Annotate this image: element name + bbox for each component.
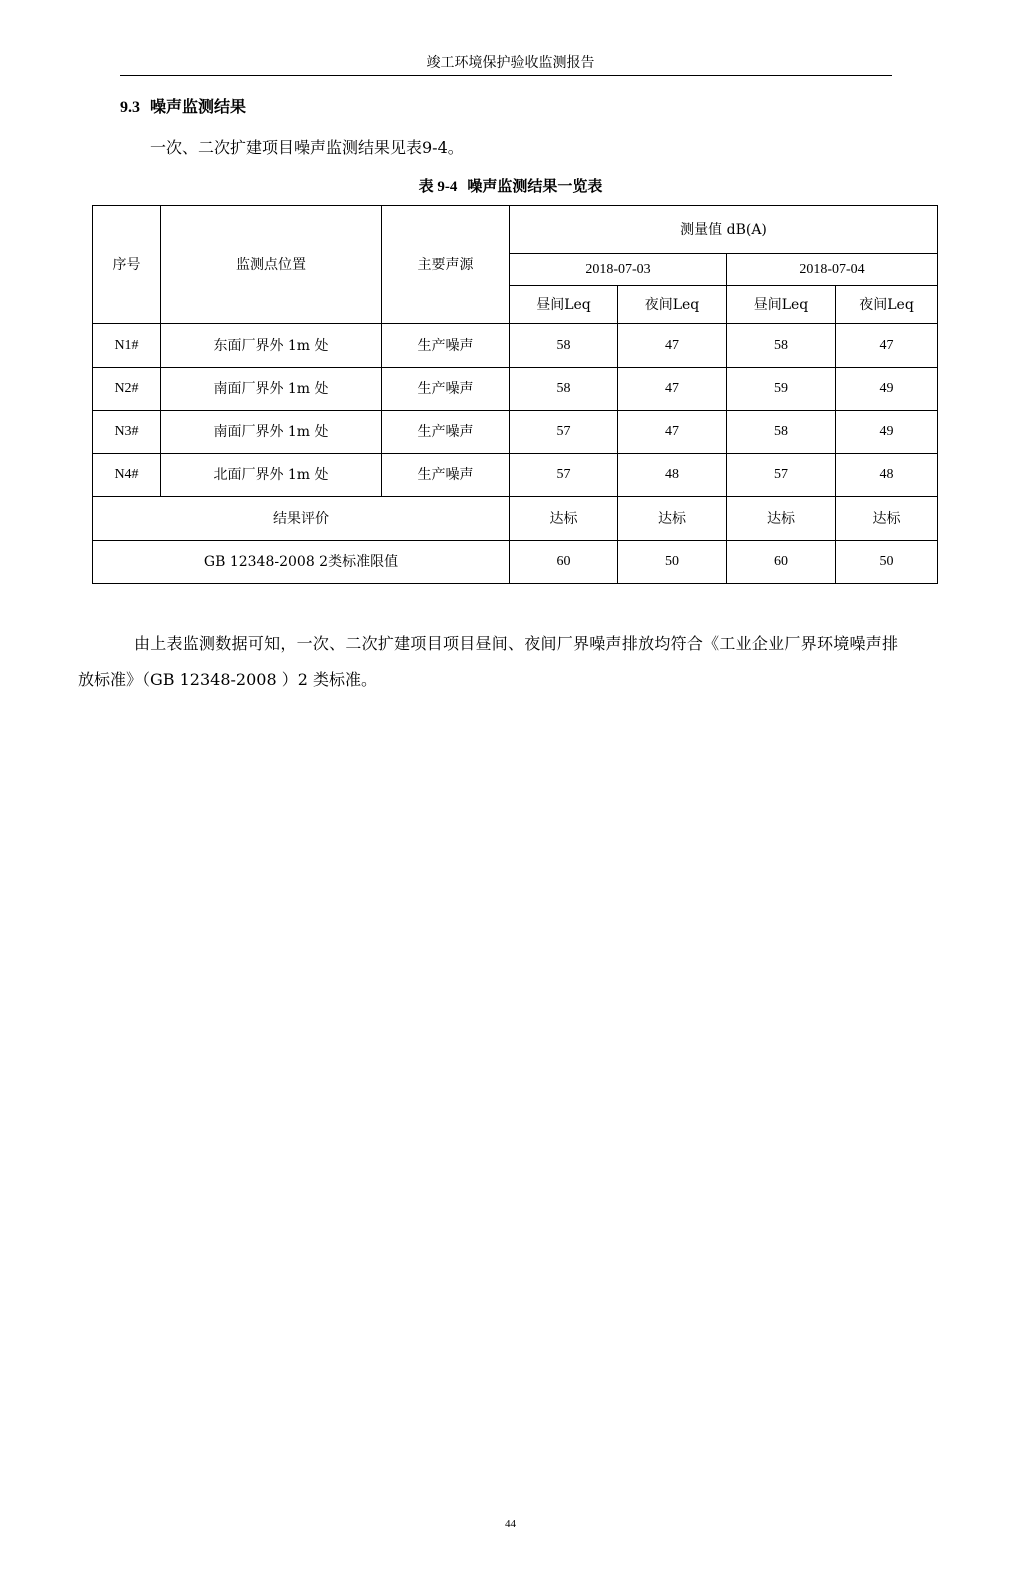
header-night-leq: 夜间Leq (618, 286, 727, 324)
table-header-row (93, 206, 938, 254)
conclusion-paragraph: 由上表监测数据可知，一次、二次扩建项目项目昼间、夜间厂界噪声排放均符合《工业企业厂界环境噪声排放标准》（GB 12348-2008 ）2 类标准。 (78, 634, 898, 689)
evaluation-label: 结果评价 (93, 497, 510, 541)
value-cell: 58 (510, 324, 618, 368)
noise-source: 生产噪声 (382, 454, 510, 497)
point-no: N2# (93, 368, 161, 411)
value-cell: 48 (836, 454, 938, 497)
header-no: 序号 (93, 206, 161, 324)
header-source: 主要声源 (382, 206, 510, 324)
point-location: 北面厂界外 1m 处 (161, 454, 382, 497)
value-cell: 47 (618, 411, 727, 454)
noise-source: 生产噪声 (382, 368, 510, 411)
point-no: N1# (93, 324, 161, 368)
point-location: 南面厂界外 1m 处 (161, 411, 382, 454)
value-cell: 47 (618, 368, 727, 411)
header-location: 监测点位置 (161, 206, 382, 324)
limit-row (93, 541, 938, 584)
value-cell: 57 (727, 454, 836, 497)
value-cell: 57 (510, 454, 618, 497)
table-row (93, 411, 938, 454)
point-location: 东面厂界外 1m 处 (161, 324, 382, 368)
table-caption-number: 表 9-4 (418, 179, 458, 195)
point-no: N4# (93, 454, 161, 497)
table-caption-title: 噪声监测结果一览表 (467, 177, 603, 195)
value-cell: 58 (727, 411, 836, 454)
evaluation-cell: 达标 (618, 497, 727, 541)
page-number: 44 (505, 1518, 516, 1530)
value-cell: 58 (727, 324, 836, 368)
evaluation-cell: 达标 (836, 497, 938, 541)
header-measured: 测量值 dB(A) (510, 206, 938, 254)
header-rule (120, 75, 892, 76)
evaluation-cell: 达标 (727, 497, 836, 541)
header-night-leq: 夜间Leq (836, 286, 938, 324)
section-title: 噪声监测结果 (150, 97, 247, 116)
value-cell: 48 (618, 454, 727, 497)
noise-results-table (92, 205, 938, 584)
point-no: N3# (93, 411, 161, 454)
evaluation-row (93, 497, 938, 541)
noise-source: 生产噪声 (382, 411, 510, 454)
table-row (93, 368, 938, 411)
limit-label: GB 12348-2008 2类标准限值 (93, 541, 510, 584)
noise-source: 生产噪声 (382, 324, 510, 368)
header-day-leq: 昼间Leq (510, 286, 618, 324)
intro-sentence: 一次、二次扩建项目噪声监测结果见表9-4。 (150, 138, 464, 157)
evaluation-cell: 达标 (510, 497, 618, 541)
section-heading (120, 96, 246, 119)
header-day-leq: 昼间Leq (727, 286, 836, 324)
table-caption (0, 176, 1021, 197)
limit-cell: 50 (618, 541, 727, 584)
limit-cell: 60 (510, 541, 618, 584)
page-header-title: 竣工环境保护验收监测报告 (426, 55, 595, 71)
header-date-2: 2018-07-04 (727, 254, 938, 286)
value-cell: 58 (510, 368, 618, 411)
header-date-1: 2018-07-03 (510, 254, 727, 286)
value-cell: 49 (836, 368, 938, 411)
value-cell: 57 (510, 411, 618, 454)
table-row (93, 324, 938, 368)
value-cell: 49 (836, 411, 938, 454)
limit-cell: 50 (836, 541, 938, 584)
point-location: 南面厂界外 1m 处 (161, 368, 382, 411)
section-number: 9.3 (120, 99, 140, 116)
value-cell: 47 (618, 324, 727, 368)
value-cell: 59 (727, 368, 836, 411)
value-cell: 47 (836, 324, 938, 368)
limit-cell: 60 (727, 541, 836, 584)
table-row (93, 454, 938, 497)
